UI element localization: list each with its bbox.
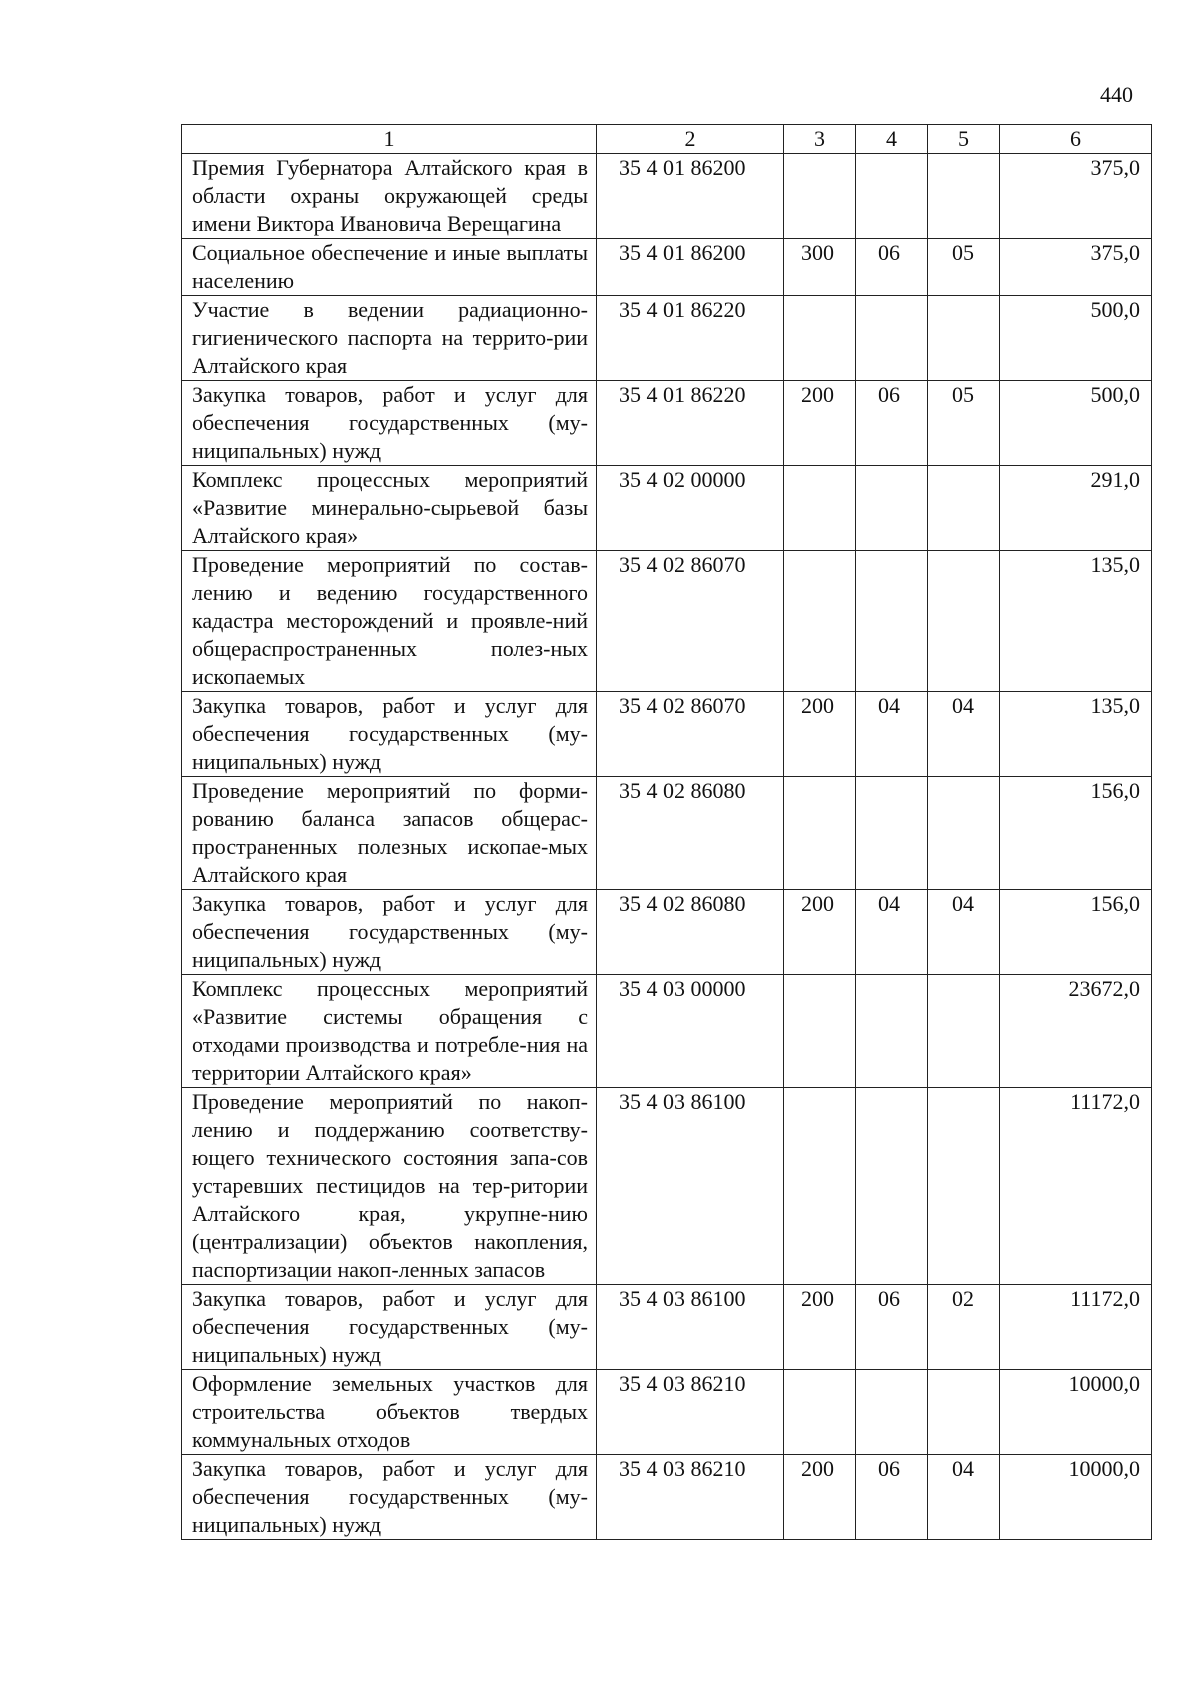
- row-col4: [856, 551, 928, 692]
- row-col4: [856, 777, 928, 890]
- row-amount: 135,0: [1000, 551, 1152, 692]
- row-col5: 05: [928, 381, 1000, 466]
- table-row: [182, 1455, 1152, 1540]
- row-col3: [784, 551, 856, 692]
- row-name: Закупка товаров, работ и услуг для обеспечения государственных (му-ниципальных) нужд: [182, 1455, 597, 1540]
- column-header-6: 6: [1000, 125, 1152, 154]
- row-code: 35 4 01 86220: [597, 381, 784, 466]
- row-col5: [928, 1088, 1000, 1285]
- row-col3: 300: [784, 239, 856, 296]
- row-col3: [784, 154, 856, 239]
- row-amount: 10000,0: [1000, 1370, 1152, 1455]
- row-code: 35 4 01 86200: [597, 239, 784, 296]
- row-col5: 04: [928, 692, 1000, 777]
- row-col3: [784, 1088, 856, 1285]
- column-header-1: 1: [182, 125, 597, 154]
- row-col3: [784, 777, 856, 890]
- row-col3: 200: [784, 1455, 856, 1540]
- row-name: Закупка товаров, работ и услуг для обеспечения государственных (му-ниципальных) нужд: [182, 1285, 597, 1370]
- table-row: [182, 551, 1152, 692]
- row-col3: [784, 296, 856, 381]
- row-name: Закупка товаров, работ и услуг для обеспечения государственных (му-ниципальных) нужд: [182, 381, 597, 466]
- row-amount: 11172,0: [1000, 1285, 1152, 1370]
- table-row: [182, 154, 1152, 239]
- row-code: 35 4 03 86210: [597, 1370, 784, 1455]
- row-code: 35 4 02 86070: [597, 551, 784, 692]
- column-header-4: 4: [856, 125, 928, 154]
- row-amount: 500,0: [1000, 296, 1152, 381]
- row-code: 35 4 03 86100: [597, 1285, 784, 1370]
- table-row: [182, 1088, 1152, 1285]
- row-col5: [928, 551, 1000, 692]
- budget-table: [181, 124, 1152, 1540]
- row-col4: [856, 975, 928, 1088]
- row-col4: [856, 1088, 928, 1285]
- row-col5: [928, 777, 1000, 890]
- row-name: Закупка товаров, работ и услуг для обеспечения государственных (му-ниципальных) нужд: [182, 890, 597, 975]
- row-amount: 156,0: [1000, 777, 1152, 890]
- row-amount: 135,0: [1000, 692, 1152, 777]
- row-col5: [928, 975, 1000, 1088]
- row-code: 35 4 01 86200: [597, 154, 784, 239]
- row-amount: 156,0: [1000, 890, 1152, 975]
- row-name: Закупка товаров, работ и услуг для обеспечения государственных (му-ниципальных) нужд: [182, 692, 597, 777]
- row-col5: [928, 296, 1000, 381]
- row-col4: [856, 154, 928, 239]
- row-col4: [856, 1370, 928, 1455]
- table-row: [182, 1370, 1152, 1455]
- table-row: [182, 239, 1152, 296]
- row-code: 35 4 01 86220: [597, 296, 784, 381]
- row-code: 35 4 03 86100: [597, 1088, 784, 1285]
- row-amount: 375,0: [1000, 154, 1152, 239]
- row-col4: 04: [856, 692, 928, 777]
- row-name: Комплекс процессных мероприятий «Развитие минерально-сырьевой базы Алтайского края»: [182, 466, 597, 551]
- row-col5: [928, 466, 1000, 551]
- row-code: 35 4 03 00000: [597, 975, 784, 1088]
- row-amount: 11172,0: [1000, 1088, 1152, 1285]
- column-header-5: 5: [928, 125, 1000, 154]
- row-col3: 200: [784, 381, 856, 466]
- row-amount: 10000,0: [1000, 1455, 1152, 1540]
- row-amount: 375,0: [1000, 239, 1152, 296]
- row-name: Участие в ведении радиационно-гигиенического паспорта на террито-рии Алтайского края: [182, 296, 597, 381]
- row-amount: 500,0: [1000, 381, 1152, 466]
- row-col4: 06: [856, 1455, 928, 1540]
- row-col4: 06: [856, 1285, 928, 1370]
- row-name: Социальное обеспечение и иные выплаты населению: [182, 239, 597, 296]
- row-col3: 200: [784, 890, 856, 975]
- row-col4: 04: [856, 890, 928, 975]
- table-row: [182, 466, 1152, 551]
- row-amount: 23672,0: [1000, 975, 1152, 1088]
- row-col3: 200: [784, 692, 856, 777]
- table-row: [182, 1285, 1152, 1370]
- row-name: Комплекс процессных мероприятий «Развитие системы обращения с отходами производства и потребле-ния на территории Алтайского края»: [182, 975, 597, 1088]
- row-col5: 02: [928, 1285, 1000, 1370]
- row-col4: [856, 466, 928, 551]
- table-header-row: [182, 125, 1152, 154]
- row-code: 35 4 02 00000: [597, 466, 784, 551]
- page-number: 440: [1100, 82, 1133, 107]
- table-row: [182, 296, 1152, 381]
- row-col3: 200: [784, 1285, 856, 1370]
- row-col3: [784, 975, 856, 1088]
- row-code: 35 4 02 86070: [597, 692, 784, 777]
- row-name: Премия Губернатора Алтайского края в области охраны окружающей среды имени Виктора Ивановича Верещагина: [182, 154, 597, 239]
- table-row: [182, 381, 1152, 466]
- column-header-3: 3: [784, 125, 856, 154]
- row-name: Проведение мероприятий по накоп-лению и поддержанию соответству-ющего технического состояния запа-сов устаревших пестицидов на тер-ритории Алтайского края, укрупне-нию (централизации) объектов накопления, паспортизации накоп-ленных запасов: [182, 1088, 597, 1285]
- row-col5: 04: [928, 890, 1000, 975]
- row-amount: 291,0: [1000, 466, 1152, 551]
- table-row: [182, 692, 1152, 777]
- row-name: Оформление земельных участков для строительства объектов твердых коммунальных отходов: [182, 1370, 597, 1455]
- row-col5: [928, 154, 1000, 239]
- row-col5: 05: [928, 239, 1000, 296]
- table-body: [182, 154, 1152, 1540]
- row-code: 35 4 03 86210: [597, 1455, 784, 1540]
- row-col4: 06: [856, 381, 928, 466]
- row-name: Проведение мероприятий по форми-рованию баланса запасов общерас-пространенных полезных ископае-мых Алтайского края: [182, 777, 597, 890]
- table-row: [182, 975, 1152, 1088]
- row-col5: [928, 1370, 1000, 1455]
- row-col3: [784, 466, 856, 551]
- row-col3: [784, 1370, 856, 1455]
- column-header-2: 2: [597, 125, 784, 154]
- row-code: 35 4 02 86080: [597, 777, 784, 890]
- table-row: [182, 777, 1152, 890]
- row-name: Проведение мероприятий по состав-лению и ведению государственного кадастра месторождений и проявле-ний общераспространенных полез-ных ископаемых: [182, 551, 597, 692]
- row-col5: 04: [928, 1455, 1000, 1540]
- table-row: [182, 890, 1152, 975]
- row-code: 35 4 02 86080: [597, 890, 784, 975]
- row-col4: [856, 296, 928, 381]
- row-col4: 06: [856, 239, 928, 296]
